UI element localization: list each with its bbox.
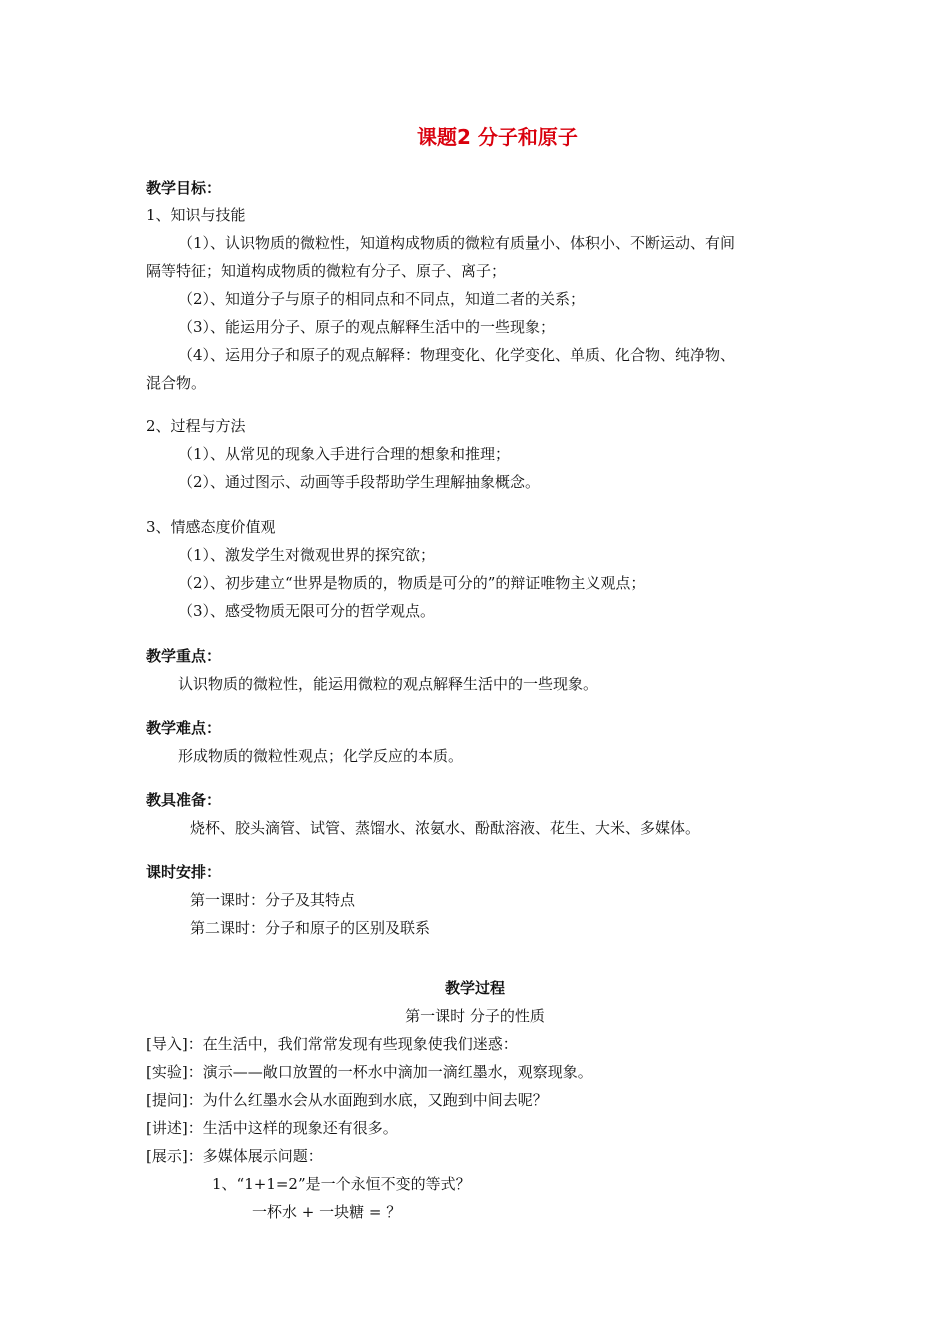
document-title: 课题2 分子和原子	[417, 125, 578, 149]
process-subheading: 第一课时 分子的性质	[405, 1007, 545, 1025]
objective-2-2: （2）、通过图示、动画等手段帮助学生理解抽象概念。	[178, 473, 541, 491]
objectives-heading: 教学目标：	[146, 179, 222, 197]
schedule-line-2: 第二课时：分子和原子的区别及联系	[190, 919, 431, 937]
objective-1-1-line-a: （1）、认识物质的微粒性，知道构成物质的微粒有质量小、体积小、不断运动、有间	[178, 234, 736, 252]
question-1-equation: 一杯水 + 一块糖 = ？	[252, 1203, 402, 1221]
section-1-heading: 1、知识与技能	[146, 206, 246, 224]
equipment-heading: 教具准备：	[146, 791, 222, 809]
section-3-heading: 3、情感态度价值观	[146, 518, 276, 536]
question-1: 1、“1+1=2”是一个永恒不变的等式？	[212, 1175, 471, 1193]
objective-1-3: （3）、能运用分子、原子的观点解释生活中的一些现象；	[178, 318, 556, 336]
schedule-heading: 课时安排：	[146, 863, 222, 881]
equipment-text: 烧杯、胶头滴管、试管、蒸馏水、浓氨水、酚酞溶液、花生、大米、多媒体。	[190, 819, 701, 837]
process-line-experiment: [实验]：演示——敞口放置的一杯水中滴加一滴红墨水，观察现象。	[146, 1063, 593, 1081]
schedule-line-1: 第一课时：分子及其特点	[190, 891, 356, 909]
difficulty-heading: 教学难点：	[146, 719, 222, 737]
objective-2-1: （1）、从常见的现象入手进行合理的想象和推理；	[178, 445, 511, 463]
key-point-heading: 教学重点：	[146, 647, 222, 665]
process-line-question: [提问]：为什么红墨水会从水面跑到水底，又跑到中间去呢？	[146, 1091, 548, 1109]
objective-1-1-line-b: 隔等特征；知道构成物质的微粒有分子、原子、离子；	[146, 262, 507, 280]
objective-3-3: （3）、感受物质无限可分的哲学观点。	[178, 602, 436, 620]
objective-1-4-line-b: 混合物。	[146, 374, 207, 392]
process-line-intro: [导入]：在生活中，我们常常发现有些现象使我们迷惑：	[146, 1035, 518, 1053]
process-line-narration: [讲述]：生活中这样的现象还有很多。	[146, 1119, 398, 1137]
objective-3-2: （2）、初步建立“世界是物质的，物质是可分的”的辩证唯物主义观点；	[178, 574, 646, 592]
key-point-text: 认识物质的微粒性，能运用微粒的观点解释生活中的一些现象。	[178, 675, 599, 693]
process-heading: 教学过程	[444, 979, 505, 997]
section-2-heading: 2、过程与方法	[146, 417, 246, 435]
objective-3-1: （1）、激发学生对微观世界的探究欲；	[178, 546, 436, 564]
objective-1-2: （2）、知道分子与原子的相同点和不同点，知道二者的关系；	[178, 290, 586, 308]
process-line-display: [展示]：多媒体展示问题：	[146, 1147, 323, 1165]
difficulty-text: 形成物质的微粒性观点；化学反应的本质。	[178, 747, 464, 765]
objective-1-4-line-a: （4）、运用分子和原子的观点解释：物理变化、化学变化、单质、化合物、纯净物、	[178, 346, 736, 364]
